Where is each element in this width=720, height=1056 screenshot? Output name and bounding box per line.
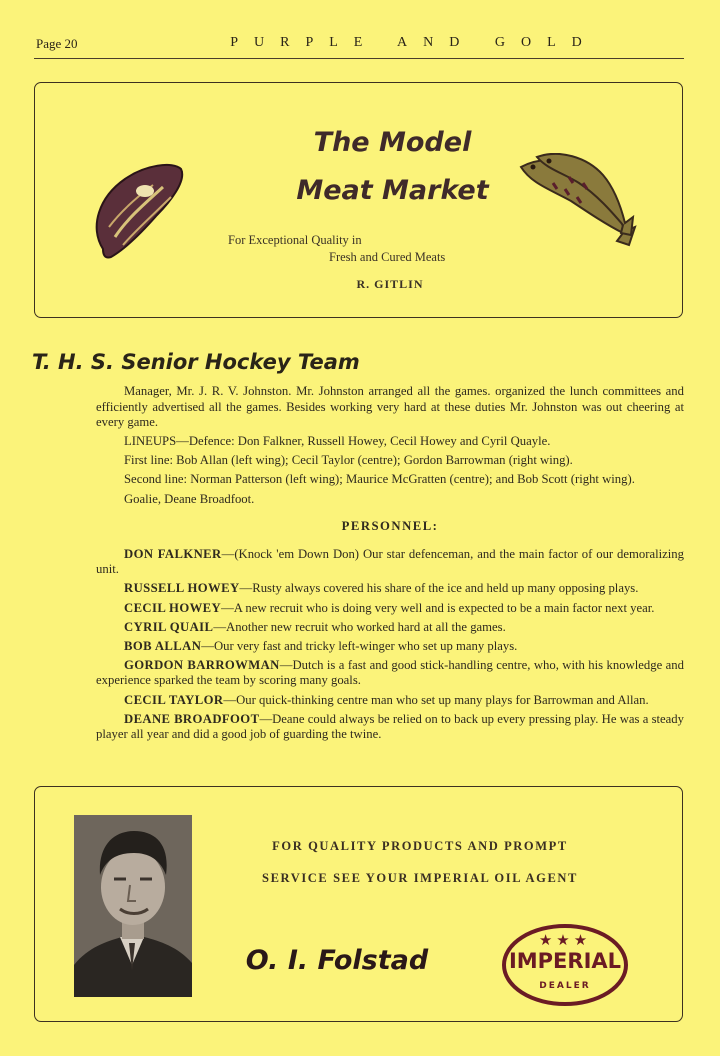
meat-ad-tagline-line2: Fresh and Cured Meats: [329, 250, 446, 264]
player-name: DEANE BROADFOOT: [124, 711, 260, 726]
player-name: CECIL TAYLOR: [124, 692, 224, 707]
lineup-goalie: Goalie, Deane Broadfoot.: [124, 491, 255, 506]
personnel-entry: [96, 620, 684, 636]
player-name: RUSSELL HOWEY: [124, 581, 240, 596]
personnel-entry: [96, 712, 684, 743]
player-description: —Another new recruit who worked hard at all the games.: [213, 619, 506, 634]
personnel-entry: [96, 693, 684, 709]
player-name: CYRIL QUAIL: [124, 619, 214, 634]
personnel-entry: [96, 601, 684, 617]
article-body: [96, 384, 684, 746]
oil-ad-line2: SERVICE SEE YOUR IMPERIAL OIL AGENT: [262, 871, 578, 885]
fish-icon: [513, 153, 637, 265]
logo-stars: ★★★: [538, 933, 592, 949]
meat-market-ad: [34, 82, 683, 318]
personnel-entry: [96, 581, 684, 597]
player-description: —Deane could always be relied on to back up every pressing play. He was a steady player all year and did a good job of guarding the twine.: [96, 711, 684, 742]
personnel-heading: PERSONNEL:: [341, 519, 439, 534]
player-name: GORDON BARROWMAN: [124, 657, 280, 672]
player-name: CECIL HOWEY: [124, 600, 222, 615]
lineup-defence: LINEUPS—Defence: Don Falkner, Russell Howey, Cecil Howey and Cyril Quayle.: [124, 434, 551, 449]
oil-ad-line1: FOR QUALITY PRODUCTS AND PROMPT: [272, 839, 568, 853]
meat-ad-title-line2: Meat Market: [296, 175, 489, 206]
meat-ad-owner: R. GITLIN: [356, 277, 424, 291]
page-number: Page 20: [36, 36, 78, 51]
imperial-oil-ad: [34, 786, 683, 1022]
meat-cut-icon: [85, 157, 185, 267]
personnel-entry: [96, 547, 684, 578]
player-description: —(Knock 'em Down Don) Our star defenceman, and the main factor of our demoralizing unit.: [96, 546, 684, 577]
player-description: —Our very fast and tricky left-winger who set up many plays.: [201, 638, 518, 653]
meat-ad-tagline-line1: For Exceptional Quality in: [228, 233, 362, 247]
logo-word: IMPERIAL: [508, 949, 622, 973]
player-description: —Dutch is a fast and good stick-handling centre, who, with his knowledge and experience sparked the team by scoring many goals.: [96, 657, 684, 688]
logo-sub: DEALER: [539, 981, 591, 991]
portrait-photo-icon: [74, 815, 192, 997]
imperial-logo: [501, 923, 629, 1007]
agent-name: O. I. Folstad: [245, 945, 429, 976]
manager-paragraph: Manager, Mr. J. R. V. Johnston. Mr. Johnston arranged all the games. organized the lunch committees and efficiently advertised all the games. Besides working very hard at these duties Mr. Johnston was out cheering at every game.: [96, 384, 684, 430]
player-description: —Our quick-thinking centre man who set up many plays for Barrowman and Allan.: [223, 692, 649, 707]
player-name: BOB ALLAN: [124, 638, 202, 653]
personnel-entry: [96, 639, 684, 655]
article-title: T. H. S. Senior Hockey Team: [32, 350, 360, 374]
player-name: DON FALKNER: [124, 546, 222, 561]
personnel-entry: [96, 658, 684, 689]
player-description: —Rusty always covered his share of the ice and held up many opposing plays.: [239, 581, 639, 596]
lineup-first-line: First line: Bob Allan (left wing); Cecil Taylor (centre); Gordon Barrowman (right wing).: [124, 453, 573, 468]
page-header: [34, 34, 684, 59]
lineup-second-line: Second line: Norman Patterson (left wing); Maurice McGratten (centre); and Bob Scott (right wing).: [124, 472, 635, 487]
player-description: —A new recruit who is doing very well and is expected to be a main factor next year.: [221, 600, 655, 615]
meat-ad-title-line1: The Model: [313, 127, 472, 158]
publication-title: PURPLE AND GOLD: [230, 35, 598, 50]
